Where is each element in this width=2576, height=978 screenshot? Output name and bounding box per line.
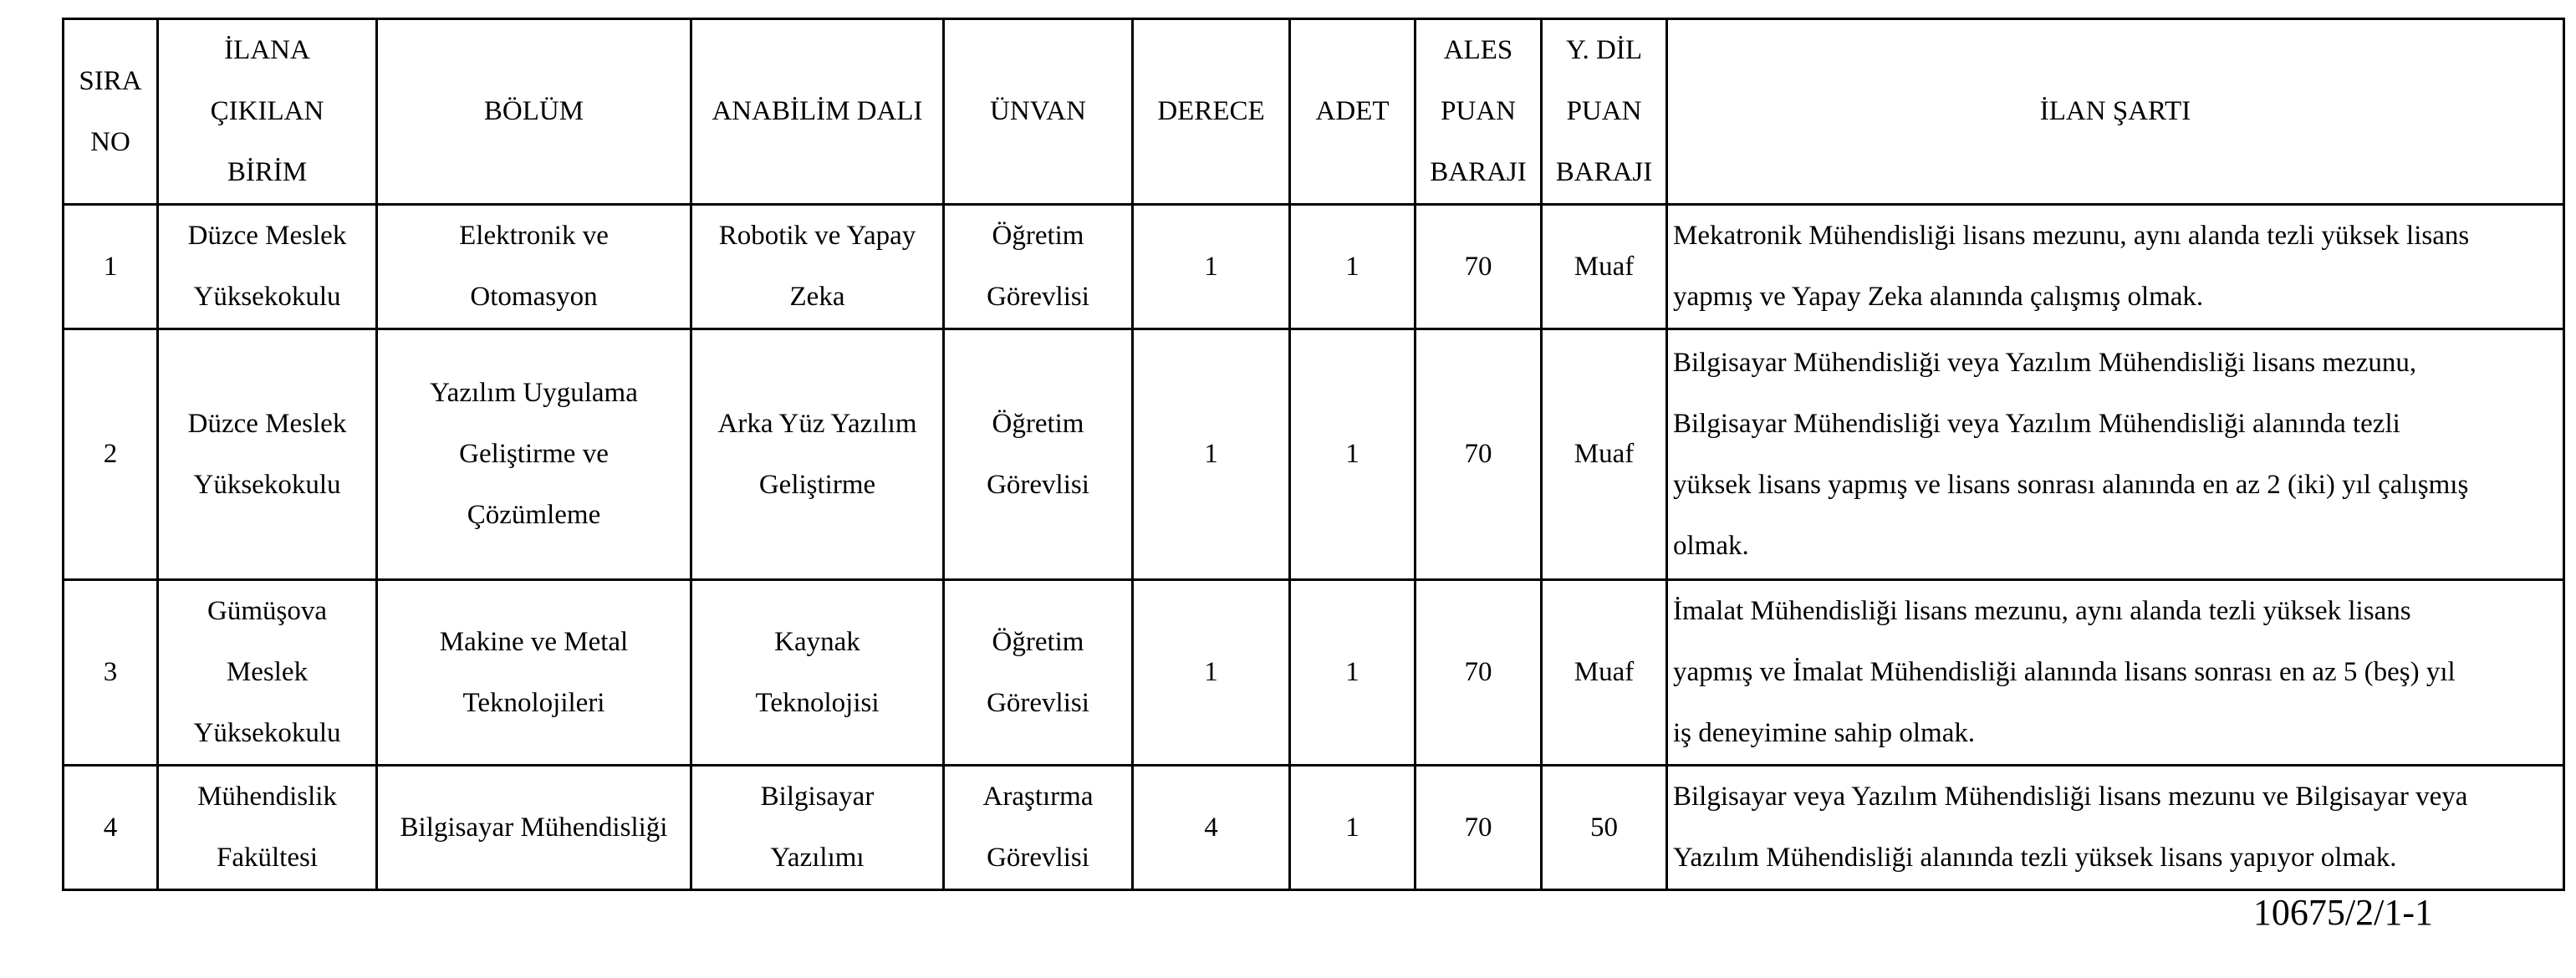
- cell-birim: Düzce Meslek Yüksekokulu: [158, 329, 377, 580]
- cell-ales: 70: [1416, 329, 1542, 580]
- header-bolum: BÖLÜM: [377, 19, 691, 205]
- table-row: [64, 766, 2564, 890]
- cell-ales: 70: [1416, 205, 1542, 329]
- cell-anabilim-dali: Robotik ve Yapay Zeka: [691, 205, 944, 329]
- cell-sira-no: 1: [64, 205, 158, 329]
- cell-birim: Mühendislik Fakültesi: [158, 766, 377, 890]
- cell-adet: 1: [1290, 329, 1416, 580]
- cell-sira-no: 2: [64, 329, 158, 580]
- cell-sira-no: 4: [64, 766, 158, 890]
- cell-bolum: Makine ve Metal Teknolojileri: [377, 580, 691, 766]
- table-row: [64, 580, 2564, 766]
- cell-ilan-sarti: Mekatronik Mühendisliği lisans mezunu, aynı alanda tezli yüksek lisans yapmış ve Yapay Zeka alanında çalışmış olmak.: [1667, 205, 2564, 329]
- header-anabilim-dali: ANABİLİM DALI: [691, 19, 944, 205]
- cell-sira-no: 3: [64, 580, 158, 766]
- header-sira-no: SIRA NO: [64, 19, 158, 205]
- cell-anabilim-dali: Kaynak Teknolojisi: [691, 580, 944, 766]
- cell-unvan: Öğretim Görevlisi: [944, 329, 1133, 580]
- header-unvan: ÜNVAN: [944, 19, 1133, 205]
- cell-adet: 1: [1290, 766, 1416, 890]
- announcement-table: [62, 18, 2565, 891]
- cell-bolum: Yazılım Uygulama Geliştirme ve Çözümleme: [377, 329, 691, 580]
- table-row: [64, 329, 2564, 580]
- document-number: 10675/2/1-1: [2252, 892, 2433, 933]
- header-adet: ADET: [1290, 19, 1416, 205]
- header-ales-puan-baraji: ALES PUAN BARAJI: [1416, 19, 1542, 205]
- cell-yabanci-dil: Muaf: [1542, 205, 1667, 329]
- table-header-row: [64, 19, 2564, 205]
- cell-ales: 70: [1416, 580, 1542, 766]
- cell-bolum: Elektronik ve Otomasyon: [377, 205, 691, 329]
- cell-birim: Düzce Meslek Yüksekokulu: [158, 205, 377, 329]
- cell-ales: 70: [1416, 766, 1542, 890]
- header-yabanci-dil-puan-baraji: Y. DİL PUAN BARAJI: [1542, 19, 1667, 205]
- header-ilana-cikilan-birim: İLANA ÇIKILAN BİRİM: [158, 19, 377, 205]
- header-ilan-sarti: İLAN ŞARTI: [1667, 19, 2564, 205]
- cell-unvan: Öğretim Görevlisi: [944, 205, 1133, 329]
- cell-derece: 1: [1133, 580, 1290, 766]
- cell-ilan-sarti: Bilgisayar Mühendisliği veya Yazılım Mühendisliği lisans mezunu, Bilgisayar Mühendisliği veya Yazılım Mühendisliği alanında tezli yüksek lisans yapmış ve lisans sonrası alanında en az 2 (iki) yıl çalışmış olmak.: [1667, 329, 2564, 580]
- cell-ilan-sarti: İmalat Mühendisliği lisans mezunu, aynı alanda tezli yüksek lisans yapmış ve İmalat Mühendisliği alanında lisans sonrası en az 5 (beş) yıl iş deneyimine sahip olmak.: [1667, 580, 2564, 766]
- cell-unvan: Araştırma Görevlisi: [944, 766, 1133, 890]
- cell-derece: 1: [1133, 205, 1290, 329]
- cell-anabilim-dali: Arka Yüz Yazılım Geliştirme: [691, 329, 944, 580]
- cell-anabilim-dali: Bilgisayar Yazılımı: [691, 766, 944, 890]
- header-derece: DERECE: [1133, 19, 1290, 205]
- cell-unvan: Öğretim Görevlisi: [944, 580, 1133, 766]
- cell-birim: Gümüşova Meslek Yüksekokulu: [158, 580, 377, 766]
- cell-adet: 1: [1290, 580, 1416, 766]
- cell-ilan-sarti: Bilgisayar veya Yazılım Mühendisliği lisans mezunu ve Bilgisayar veya Yazılım Mühendisliği alanında tezli yüksek lisans yapıyor olmak.: [1667, 766, 2564, 890]
- cell-yabanci-dil: Muaf: [1542, 329, 1667, 580]
- table-row: [64, 205, 2564, 329]
- cell-yabanci-dil: 50: [1542, 766, 1667, 890]
- cell-derece: 1: [1133, 329, 1290, 580]
- cell-bolum: Bilgisayar Mühendisliği: [377, 766, 691, 890]
- cell-yabanci-dil: Muaf: [1542, 580, 1667, 766]
- cell-adet: 1: [1290, 205, 1416, 329]
- cell-derece: 4: [1133, 766, 1290, 890]
